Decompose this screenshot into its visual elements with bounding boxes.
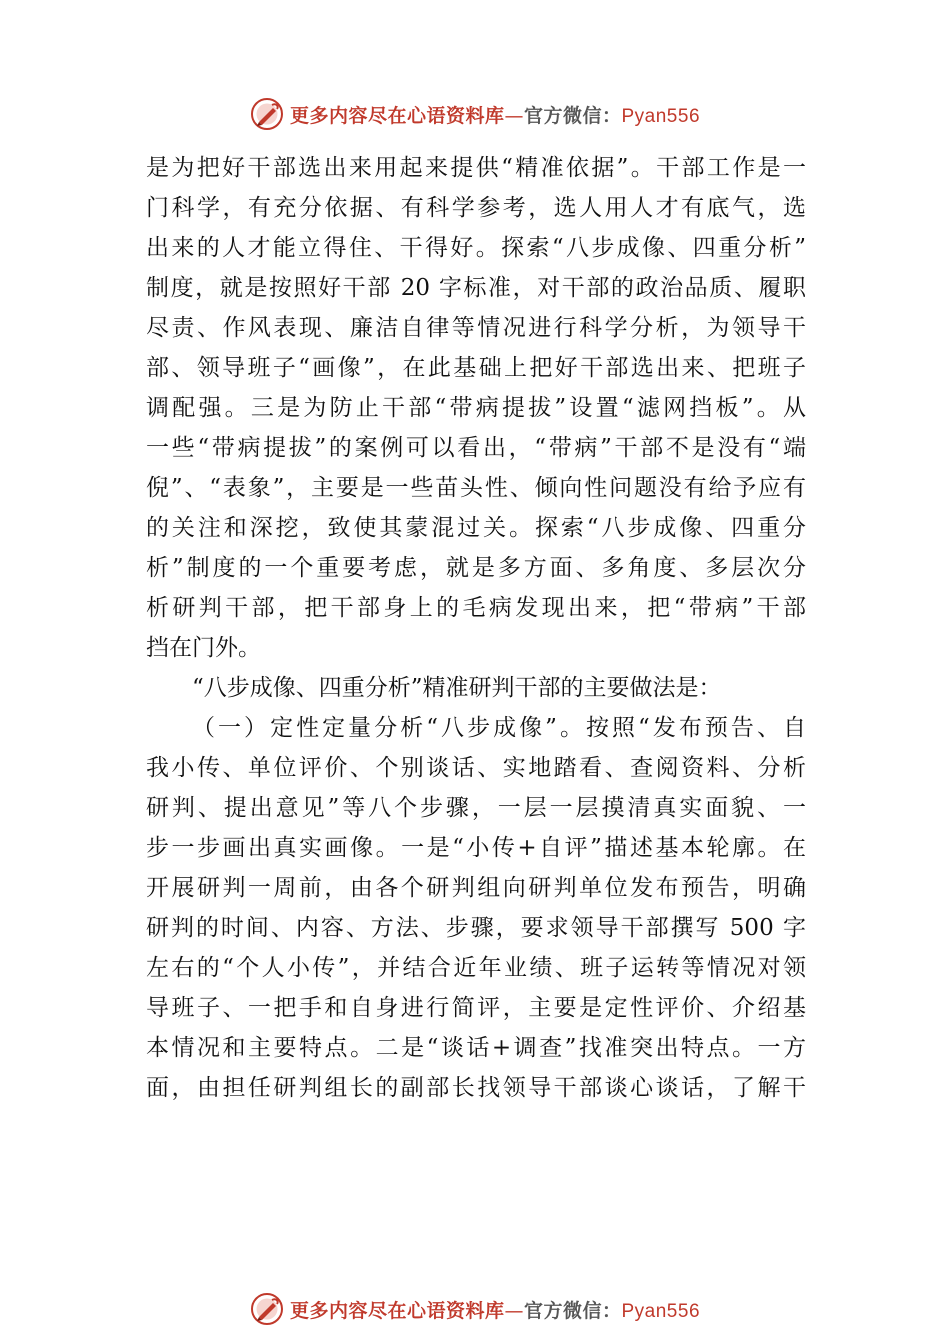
watermark-label: 官方微信： — [523, 1299, 622, 1322]
document-body — [146, 148, 806, 1108]
body-line: 的关注和深挖，致使其蒙混过关。探索“八步成像、四重分 — [146, 515, 806, 541]
body-line: 面，由担任研判组长的副部长找领导干部谈心谈话，了解干 — [146, 1075, 806, 1101]
body-line: 制度，就是按照好干部 20 字标准，对干部的政治品质、履职 — [146, 275, 806, 301]
body-line: 左右的“个人小传”，并结合近年业绩、班子运转等情况对领 — [146, 955, 806, 981]
body-line: 尽责、作风表现、廉洁自律等情况进行科学分析，为领导干 — [146, 315, 806, 341]
body-line: 一些“带病提拔”的案例可以看出，“带病”干部不是没有“端 — [146, 435, 806, 461]
subsection-heading-line: （一）定性定量分析“八步成像”。按照“发布预告、自 — [192, 715, 806, 741]
body-line: 我小传、单位评价、个别谈话、实地踏看、查阅资料、分析 — [146, 755, 806, 781]
pen-logo-icon — [250, 97, 284, 131]
watermark-site: 更多内容尽在心语资料库 — [289, 104, 505, 127]
body-line: 门科学，有充分依据、有科学参考，选人用人才有底气，选 — [146, 195, 806, 221]
footer-watermark — [0, 1289, 950, 1329]
pen-logo-icon — [250, 1292, 284, 1326]
watermark-wechat-id: Pyan556 — [621, 105, 701, 127]
body-line: 倪”、“表象”，主要是一些苗头性、倾向性问题没有给予应有 — [146, 475, 806, 501]
body-line: 调配强。三是为防止干部“带病提拔”设置“滤网挡板”。从 — [146, 395, 806, 421]
body-line: 部、领导班子“画像”，在此基础上把好干部选出来、把班子 — [146, 355, 806, 381]
body-line: 出来的人才能立得住、干得好。探索“八步成像、四重分析” — [146, 235, 806, 261]
body-line: 挡在门外。 — [146, 635, 261, 661]
header-watermark — [0, 94, 950, 134]
watermark-text — [290, 101, 700, 128]
watermark-wechat-id: Pyan556 — [621, 1300, 701, 1322]
body-line: 研判、提出意见”等八个步骤，一层一层摸清真实面貌、一 — [146, 795, 806, 821]
body-line: 是为把好干部选出来用起来提供“精准依据”。干部工作是一 — [146, 155, 806, 181]
body-line: 析研判干部，把干部身上的毛病发现出来，把“带病”干部 — [146, 595, 806, 621]
watermark-label: 官方微信： — [523, 104, 622, 127]
body-line: 析”制度的一个重要考虑，就是多方面、多角度、多层次分 — [146, 555, 806, 581]
body-line: 步一步画出真实画像。一是“小传+自评”描述基本轮廓。在 — [146, 835, 806, 861]
body-line: 导班子、一把手和自身进行简评，主要是定性评价、介绍基 — [146, 995, 806, 1021]
watermark-site: 更多内容尽在心语资料库 — [289, 1299, 505, 1322]
body-line: 研判的时间、内容、方法、步骤，要求领导干部撰写 500 字 — [146, 915, 806, 941]
section-intro-line: “八步成像、四重分析”精准研判干部的主要做法是： — [192, 675, 722, 701]
body-line: 开展研判一周前，由各个研判组向研判单位发布预告，明确 — [146, 875, 806, 901]
watermark-dash: — — [504, 1299, 524, 1322]
watermark-text — [290, 1296, 700, 1323]
body-line: 本情况和主要特点。二是“谈话+调查”找准突出特点。一方 — [146, 1035, 806, 1061]
watermark-dash: — — [504, 104, 524, 127]
